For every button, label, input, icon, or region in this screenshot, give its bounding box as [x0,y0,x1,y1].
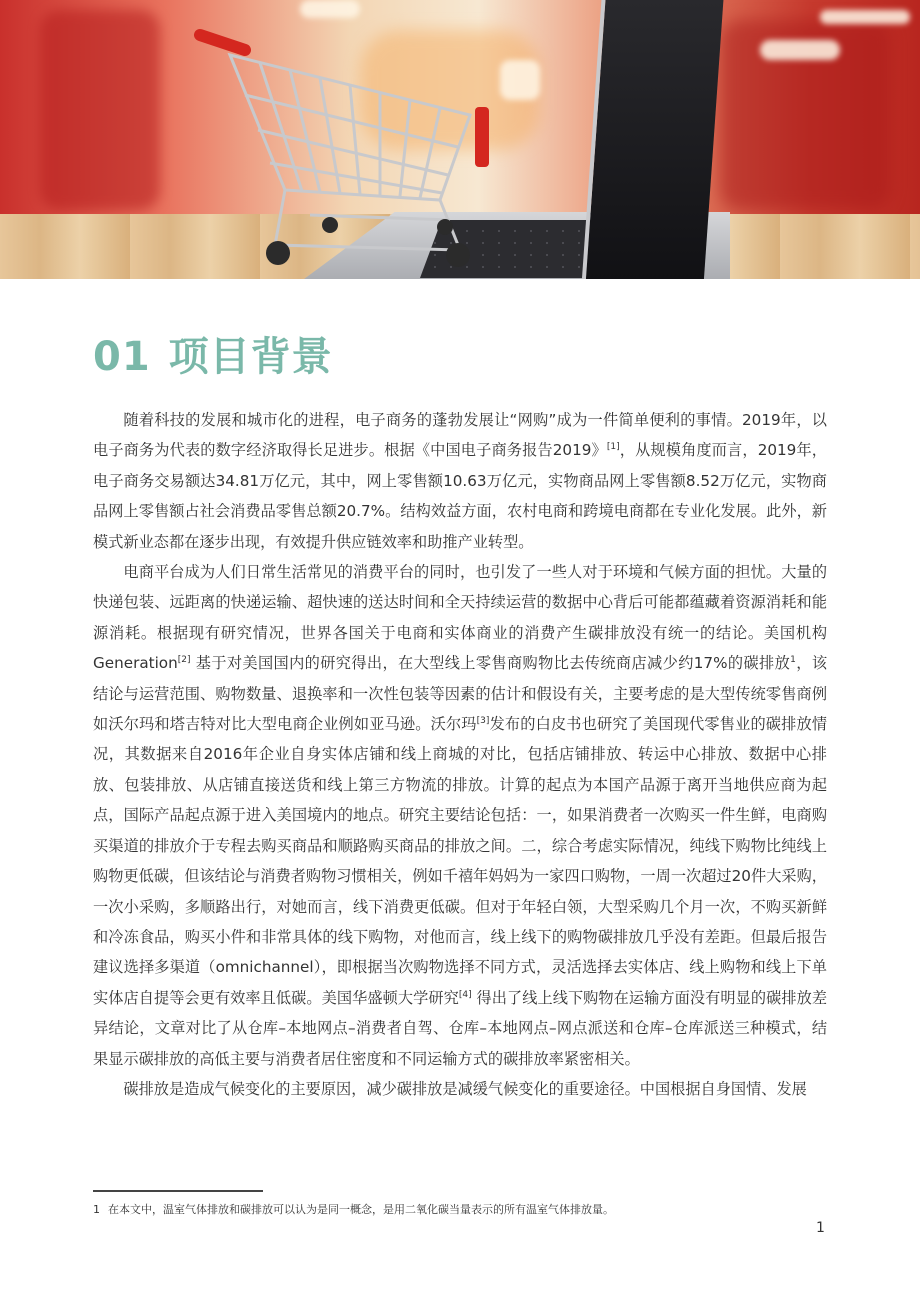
section-heading [93,325,333,382]
page-number: 1 [816,1220,825,1236]
footnote-ref: 1 [790,655,796,666]
paragraph-1: 随着科技的发展和城市化的进程，电子商务的蓬勃发展让“网购”成为一件简单便利的事情。2019年，以电子商务为代表的数字经济取得长足进步。根据《中国电子商务报告2019》[1]，从规模角度而言，2019年，电子商务交易额达34.81万亿元，其中，网上零售额10.63万亿元，实物商品网上零售额8.52万亿元，实物商品网上零售额占社会消费品零售总额20.7%。结构效益方面，农村电商和跨境电商都在专业化发展。此外，新模式新业态都在逐步出现，有效提升供应链效率和助推产业转型。 [93,411,827,551]
laptop-screen [582,0,724,279]
footnote-number: 1 [93,1203,100,1216]
citation-ref: [2] [177,655,191,666]
paragraph-3: 碳排放是造成气候变化的主要原因，减少碳排放是减缓气候变化的重要途径。中国根据自身国情、发展 [123,1079,807,1098]
citation-ref: [4] [458,989,472,1000]
footnote-divider [93,1190,263,1192]
section-number: 01 [93,334,151,380]
citation-ref: [3] [476,716,490,726]
footnote-text: 在本文中，温室气体排放和碳排放可以认为是同一概念，是用二氧化碳当量表示的所有温室气体排放量。 [108,1203,614,1216]
footnote [93,1201,833,1219]
hero-banner-image [0,0,920,279]
body-text [93,405,827,1104]
section-title: 项目背景 [168,334,333,380]
citation-ref: [1] [606,442,620,453]
shopping-cart-icon [190,15,500,279]
paragraph-2: 电商平台成为人们日常生活常见的消费平台的同时，也引发了一些人对于环境和气候方面的担忧。大量的快递包装、远距离的快递运输、超快速的送达时间和全天持续运营的数据中心背后可能都蕴藏着资源消耗和能源消耗。根据现有研究情况，世界各国关于电商和实体商业的消费产生碳排放没有统一的结论。美国机构Generation[2] 基于对美国国内的研究得出，在大型线上零售商购物比去传统商店减少约17%的碳排放$^1$，该结论与运营范围、购物数量、退换率和一次性包装等因素的估计和假设有关，主要考虑的是大型传统零售商例如沃尔玛和塔吉特对比大型电商企业例如亚马逊。沃尔玛[3]发布的白皮书也研究了美国现代零售业的碳排放情况，其数据来自2016年企业自身实体店铺和线上商城的对比，包括店铺排放、转运中心排放、数据中心排放、包装排放、从店铺直接送货和线上第三方物流的排放。计算的起点为本国产品源于离开当地供应商为起点，国际产品起点源于进入美国境内的地点。研究主要结论包括：一，如果消费者一次购买一件生鲜，电商购买渠道的排放介于专程去购买商品和顺路购买商品的排放之间。二，综合考虑实际情况，纯线下购物比纯线上购物更低碳，但该结论与消费者购物习惯相关，例如千禧年妈妈为一家四口购物，一周一次超过20件大采购，一次小采购，多顺路出行，对她而言，线下消费更低碳。但对于年轻白领，大型采购几个月一次，不购买新鲜和冷冻食品，购买小件和非常具体的线下购物，对他而言，线上线下的购物碳排放几乎没有差距。但最后报告建议选择多渠道（omnichannel），即根据当次购物选择不同方式，灵活选择去实体店、线上购物和线上下单实体店自提等会更有效率且低碳。美国华盛顿大学研究[4] 得出了线上线下购物在运输方面没有明显的碳排放差异结论，文章对比了从仓库–本地网点–消费者自驾、仓库–本地网点–网点派送和仓库–仓库派送三种模式，结果显示碳排放的高低主要与消费者居住密度和不同运输方式的碳排放率紧密相关。 [93,563,828,1068]
